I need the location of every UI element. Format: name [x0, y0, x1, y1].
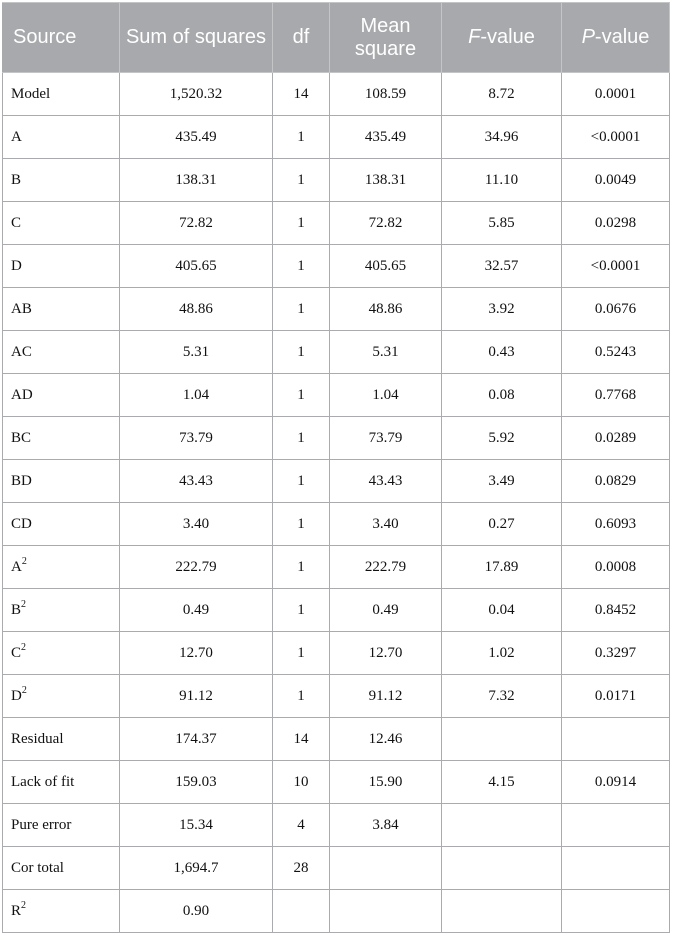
- table-row: [3, 503, 670, 546]
- cell-p-value: 0.3297: [562, 632, 670, 675]
- source-superscript: 2: [21, 598, 27, 610]
- cell-mean-square: 3.40: [330, 503, 442, 546]
- cell-source: [3, 503, 120, 546]
- cell-mean-square: 0.49: [330, 589, 442, 632]
- cell-source: [3, 374, 120, 417]
- cell-p-value: [562, 890, 670, 933]
- cell-source: [3, 847, 120, 890]
- cell-source: [3, 73, 120, 116]
- cell-f-value: 0.04: [442, 589, 562, 632]
- cell-f-value: 5.92: [442, 417, 562, 460]
- cell-df: 1: [273, 632, 330, 675]
- source-superscript: 2: [21, 899, 27, 911]
- cell-df: 1: [273, 331, 330, 374]
- cell-p-value: 0.0008: [562, 546, 670, 589]
- header-f-rest: -value: [480, 26, 535, 48]
- cell-sum-of-squares: 222.79: [120, 546, 273, 589]
- cell-df: [273, 890, 330, 933]
- source-superscript: 2: [21, 684, 27, 696]
- source-superscript: 2: [21, 555, 27, 567]
- cell-f-value: 1.02: [442, 632, 562, 675]
- cell-source: [3, 546, 120, 589]
- cell-mean-square: 12.70: [330, 632, 442, 675]
- table-row: [3, 761, 670, 804]
- cell-source: [3, 718, 120, 761]
- cell-f-value: 34.96: [442, 116, 562, 159]
- cell-p-value: [562, 847, 670, 890]
- cell-mean-square: [330, 890, 442, 933]
- cell-p-value: 0.8452: [562, 589, 670, 632]
- cell-source: [3, 288, 120, 331]
- cell-sum-of-squares: 1.04: [120, 374, 273, 417]
- table-row: [3, 374, 670, 417]
- cell-source: [3, 890, 120, 933]
- table-header: [3, 3, 670, 73]
- header-source: Source: [3, 3, 120, 73]
- source-label: C: [11, 644, 22, 661]
- cell-source: [3, 589, 120, 632]
- source-label: Cor total: [11, 859, 64, 876]
- table-row: [3, 546, 670, 589]
- table-row: [3, 288, 670, 331]
- table-row: [3, 159, 670, 202]
- table-body: [3, 73, 670, 933]
- table-row: [3, 890, 670, 933]
- source-label: AB: [11, 300, 32, 317]
- source-label: B: [11, 171, 22, 188]
- cell-f-value: 17.89: [442, 546, 562, 589]
- cell-mean-square: 3.84: [330, 804, 442, 847]
- cell-df: 1: [273, 589, 330, 632]
- cell-df: 1: [273, 159, 330, 202]
- source-superscript: 2: [21, 641, 27, 653]
- cell-f-value: [442, 890, 562, 933]
- cell-df: 1: [273, 374, 330, 417]
- cell-source: [3, 675, 120, 718]
- header-mean-square: Mean square: [330, 3, 442, 73]
- cell-source: [3, 202, 120, 245]
- table-row: [3, 804, 670, 847]
- cell-df: 1: [273, 460, 330, 503]
- header-sum-of-squares: Sum of squares: [120, 3, 273, 73]
- cell-mean-square: 72.82: [330, 202, 442, 245]
- source-label: A: [11, 128, 22, 145]
- cell-df: 1: [273, 675, 330, 718]
- table-row: [3, 417, 670, 460]
- table-row: [3, 675, 670, 718]
- source-label: CD: [11, 515, 32, 532]
- cell-p-value: 0.0289: [562, 417, 670, 460]
- cell-p-value: 0.5243: [562, 331, 670, 374]
- cell-sum-of-squares: 3.40: [120, 503, 273, 546]
- header-p-italic: P: [581, 26, 595, 48]
- cell-sum-of-squares: 174.37: [120, 718, 273, 761]
- table-row: [3, 245, 670, 288]
- cell-df: 14: [273, 718, 330, 761]
- cell-p-value: 0.0171: [562, 675, 670, 718]
- cell-sum-of-squares: 91.12: [120, 675, 273, 718]
- cell-df: 28: [273, 847, 330, 890]
- cell-f-value: 7.32: [442, 675, 562, 718]
- cell-p-value: 0.0001: [562, 73, 670, 116]
- cell-f-value: 0.27: [442, 503, 562, 546]
- cell-df: 1: [273, 245, 330, 288]
- source-label: D: [11, 687, 22, 704]
- cell-mean-square: 405.65: [330, 245, 442, 288]
- cell-sum-of-squares: 1,694.7: [120, 847, 273, 890]
- cell-df: 10: [273, 761, 330, 804]
- cell-sum-of-squares: 73.79: [120, 417, 273, 460]
- cell-sum-of-squares: 1,520.32: [120, 73, 273, 116]
- cell-f-value: 3.92: [442, 288, 562, 331]
- table-row: [3, 847, 670, 890]
- cell-df: 1: [273, 546, 330, 589]
- cell-f-value: 0.43: [442, 331, 562, 374]
- source-label: BD: [11, 472, 32, 489]
- cell-df: 4: [273, 804, 330, 847]
- table-row: [3, 331, 670, 374]
- cell-p-value: <0.0001: [562, 245, 670, 288]
- cell-sum-of-squares: 405.65: [120, 245, 273, 288]
- table-row: [3, 589, 670, 632]
- cell-f-value: 8.72: [442, 73, 562, 116]
- cell-source: [3, 761, 120, 804]
- cell-sum-of-squares: 159.03: [120, 761, 273, 804]
- table-row: [3, 116, 670, 159]
- cell-f-value: 4.15: [442, 761, 562, 804]
- header-f-value: [442, 3, 562, 73]
- cell-mean-square: 138.31: [330, 159, 442, 202]
- cell-mean-square: 1.04: [330, 374, 442, 417]
- cell-f-value: [442, 718, 562, 761]
- cell-source: [3, 245, 120, 288]
- source-label: AD: [11, 386, 33, 403]
- cell-p-value: 0.6093: [562, 503, 670, 546]
- cell-source: [3, 632, 120, 675]
- header-f-italic: F: [468, 26, 481, 48]
- cell-f-value: [442, 804, 562, 847]
- cell-p-value: 0.0914: [562, 761, 670, 804]
- cell-df: 1: [273, 116, 330, 159]
- cell-sum-of-squares: 138.31: [120, 159, 273, 202]
- cell-mean-square: 435.49: [330, 116, 442, 159]
- cell-sum-of-squares: 12.70: [120, 632, 273, 675]
- source-label: Residual: [11, 730, 64, 747]
- source-label: Lack of fit: [11, 773, 75, 790]
- cell-sum-of-squares: 0.49: [120, 589, 273, 632]
- table-row: [3, 460, 670, 503]
- cell-p-value: 0.0049: [562, 159, 670, 202]
- cell-sum-of-squares: 43.43: [120, 460, 273, 503]
- cell-mean-square: 43.43: [330, 460, 442, 503]
- cell-f-value: [442, 847, 562, 890]
- header-df: df: [273, 3, 330, 73]
- cell-p-value: 0.0298: [562, 202, 670, 245]
- header-row: [3, 3, 670, 73]
- cell-mean-square: 91.12: [330, 675, 442, 718]
- anova-table: [2, 2, 670, 933]
- table-row: [3, 718, 670, 761]
- cell-mean-square: 222.79: [330, 546, 442, 589]
- cell-p-value: 0.7768: [562, 374, 670, 417]
- cell-mean-square: 12.46: [330, 718, 442, 761]
- cell-source: [3, 804, 120, 847]
- source-label: R: [11, 902, 22, 919]
- cell-f-value: 32.57: [442, 245, 562, 288]
- cell-f-value: 0.08: [442, 374, 562, 417]
- cell-f-value: 3.49: [442, 460, 562, 503]
- table-row: [3, 202, 670, 245]
- cell-sum-of-squares: 15.34: [120, 804, 273, 847]
- cell-source: [3, 116, 120, 159]
- cell-sum-of-squares: 0.90: [120, 890, 273, 933]
- cell-sum-of-squares: 72.82: [120, 202, 273, 245]
- cell-p-value: [562, 718, 670, 761]
- source-label: D: [11, 257, 22, 274]
- cell-f-value: 5.85: [442, 202, 562, 245]
- cell-source: [3, 417, 120, 460]
- cell-mean-square: 15.90: [330, 761, 442, 804]
- source-label: C: [11, 214, 22, 231]
- cell-p-value: [562, 804, 670, 847]
- cell-df: 14: [273, 73, 330, 116]
- source-label: BC: [11, 429, 32, 446]
- source-label: AC: [11, 343, 32, 360]
- cell-sum-of-squares: 5.31: [120, 331, 273, 374]
- source-label: A: [11, 558, 22, 575]
- cell-df: 1: [273, 503, 330, 546]
- source-label: B: [11, 601, 22, 618]
- cell-mean-square: 108.59: [330, 73, 442, 116]
- cell-source: [3, 460, 120, 503]
- cell-source: [3, 159, 120, 202]
- cell-mean-square: 73.79: [330, 417, 442, 460]
- table-row: [3, 73, 670, 116]
- cell-f-value: 11.10: [442, 159, 562, 202]
- header-p-rest: -value: [594, 26, 650, 48]
- cell-sum-of-squares: 48.86: [120, 288, 273, 331]
- cell-mean-square: [330, 847, 442, 890]
- cell-p-value: 0.0676: [562, 288, 670, 331]
- source-label: Model: [11, 85, 51, 102]
- header-p-value: [562, 3, 670, 73]
- table-row: [3, 632, 670, 675]
- cell-df: 1: [273, 417, 330, 460]
- cell-p-value: <0.0001: [562, 116, 670, 159]
- cell-mean-square: 48.86: [330, 288, 442, 331]
- cell-sum-of-squares: 435.49: [120, 116, 273, 159]
- cell-p-value: 0.0829: [562, 460, 670, 503]
- cell-df: 1: [273, 202, 330, 245]
- source-label: Pure error: [11, 816, 72, 833]
- cell-source: [3, 331, 120, 374]
- cell-mean-square: 5.31: [330, 331, 442, 374]
- cell-df: 1: [273, 288, 330, 331]
